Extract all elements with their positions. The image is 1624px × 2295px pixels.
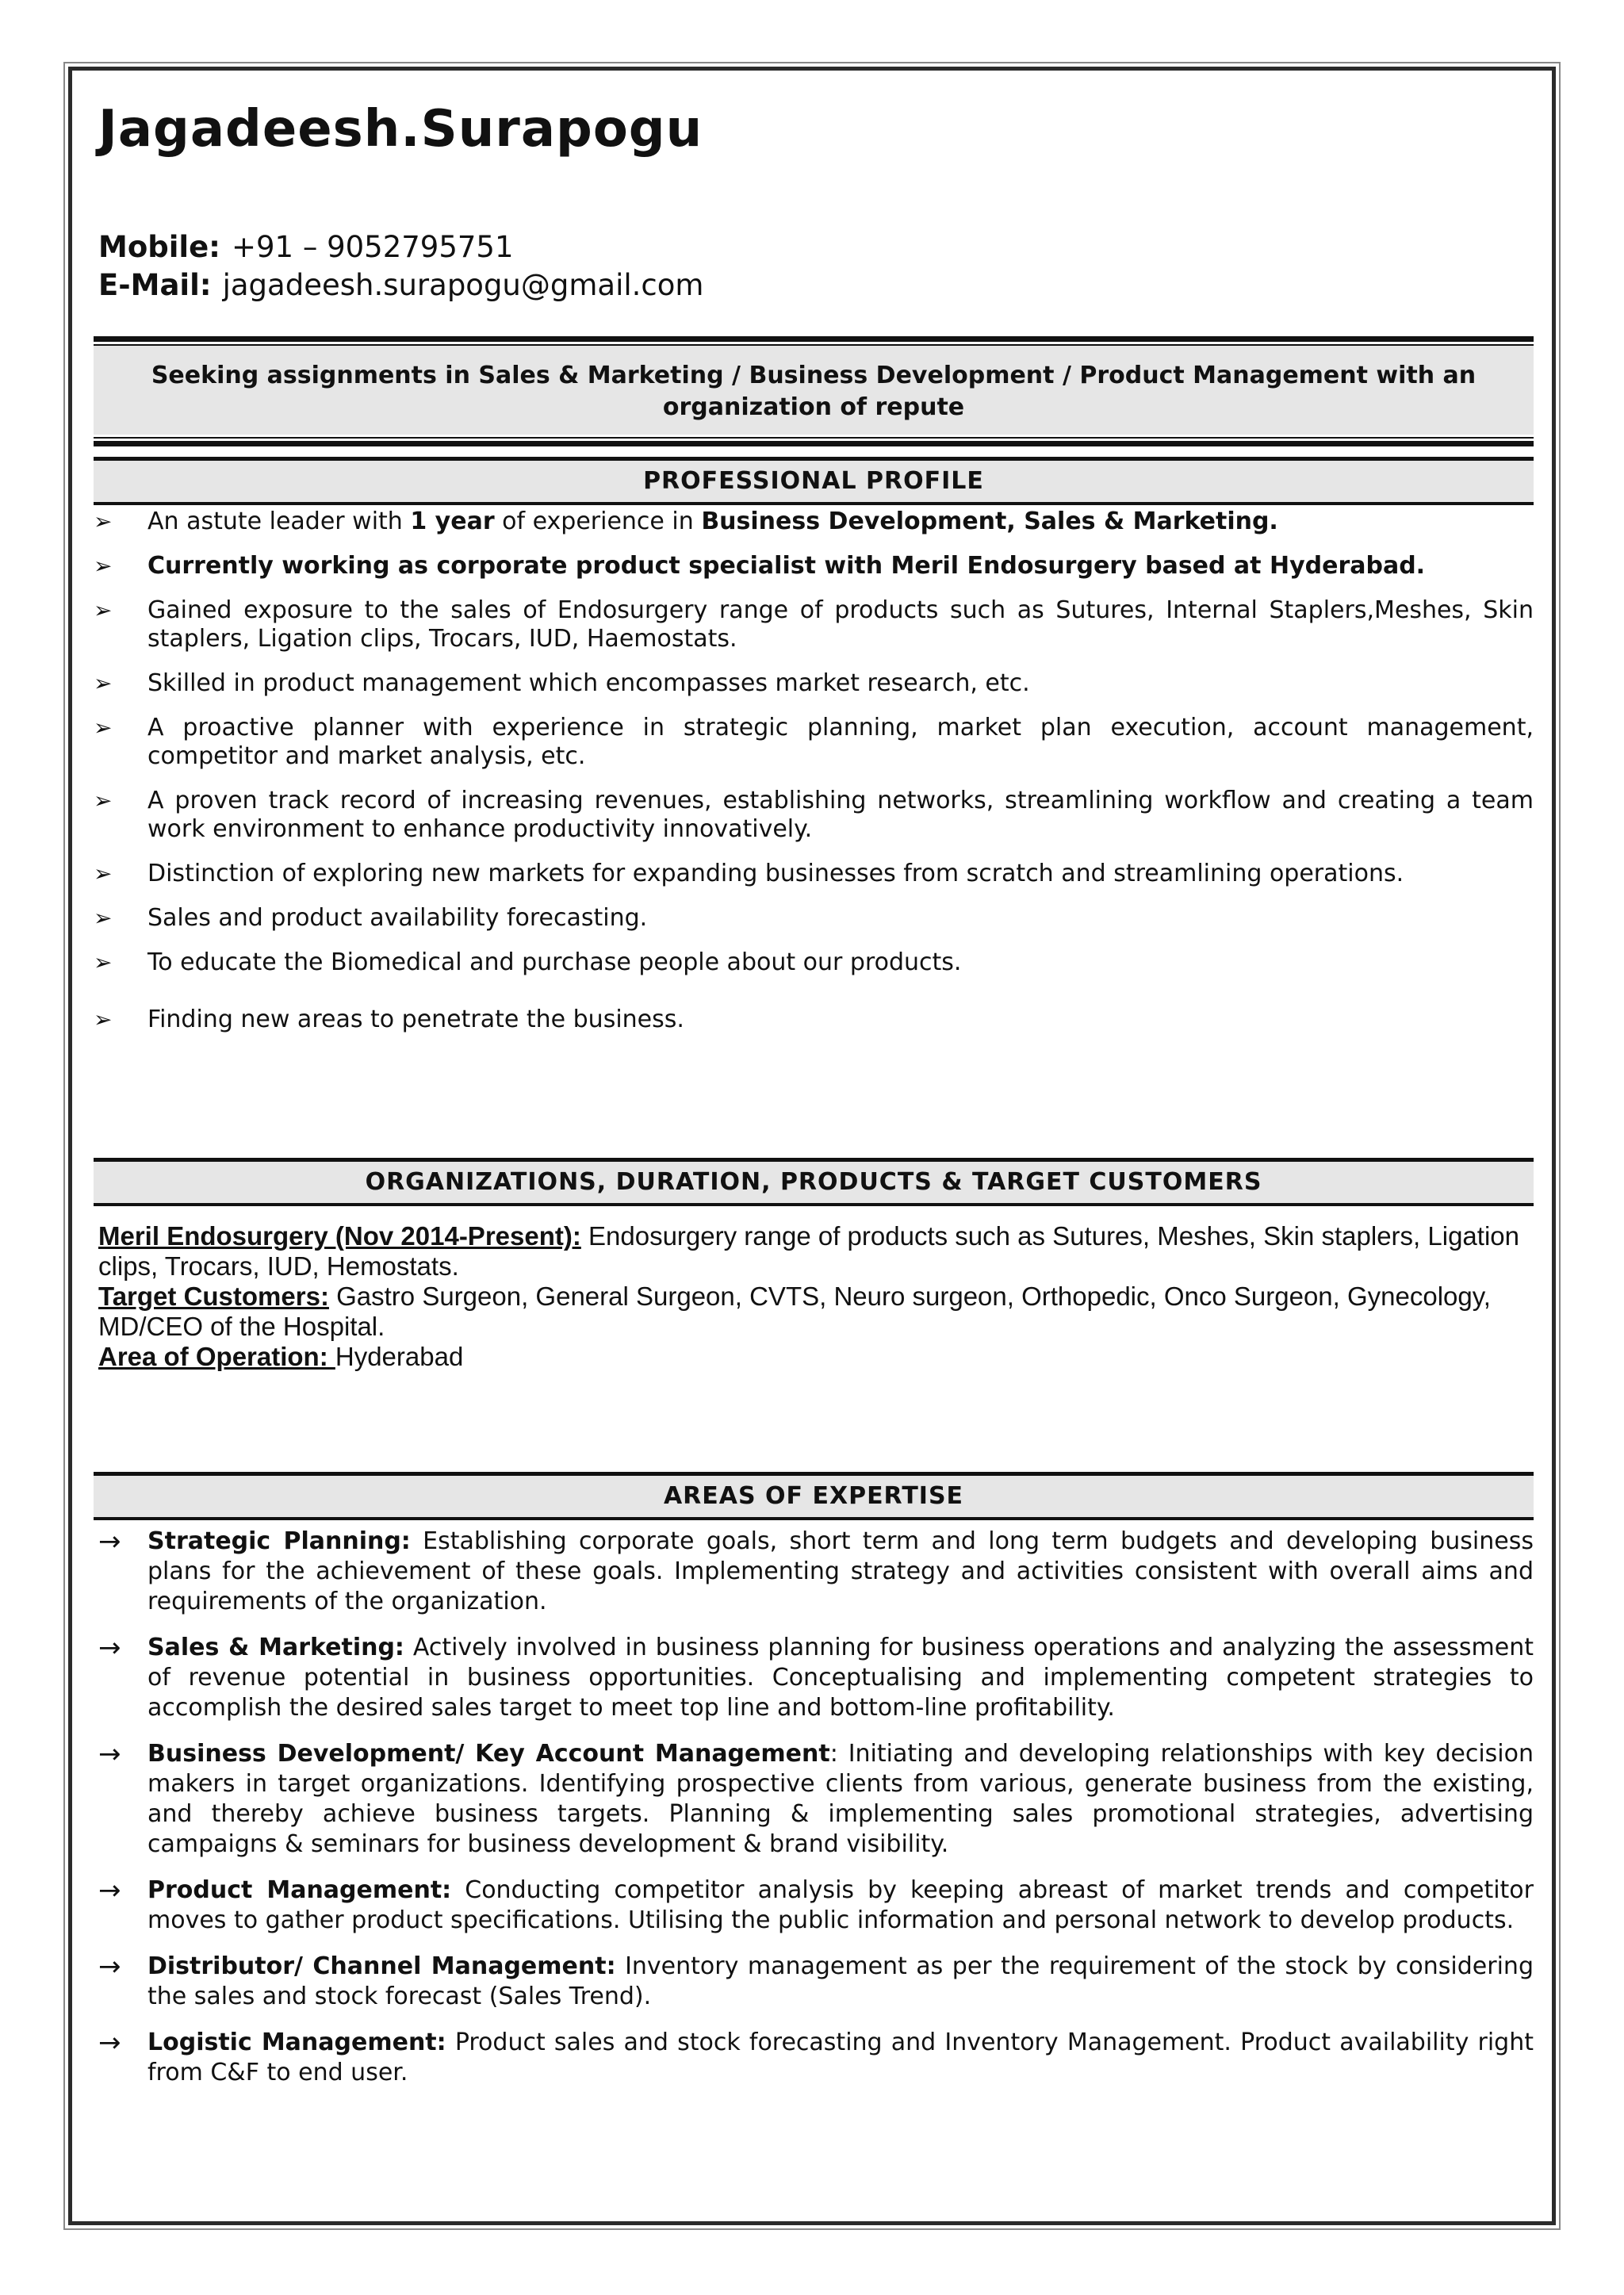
organizations-block xyxy=(98,1221,1526,1372)
divider xyxy=(94,441,1534,446)
email-line xyxy=(98,268,703,302)
list-item: → Product Management: Conducting competitor analysis by keeping abreast of market trends and competitor moves to gather product specifications. Utilising the public information and personal network to develop products. xyxy=(98,1875,1534,1934)
email-value: jagadeesh.surapogu@gmail.com xyxy=(222,268,704,302)
objective-text: Seeking assignments in Sales & Marketing / Business Development / Product Management with an organization of repute xyxy=(94,346,1534,435)
mobile-line xyxy=(98,230,514,264)
divider xyxy=(94,336,1534,342)
list-item: ➢ Gained exposure to the sales of Endosurgery range of products such as Sutures, Internal Staplers,Meshes, Skin staplers, Ligation clips, Trocars, IUD, Haemostats. xyxy=(94,596,1534,653)
list-item: ➢ A proven track record of increasing revenues, establishing networks, streamlining workflow and creating a team work environment to enhance productivity innovatively. xyxy=(94,787,1534,843)
target-customers xyxy=(98,1282,1526,1342)
target-text: Gastro Surgeon, General Surgeon, CVTS, Neuro surgeon, Orthopedic, Onco Surgeon, Gynecology, MD/CEO of the Hospital. xyxy=(98,1282,1491,1341)
arrow-bullet-icon: ➢ xyxy=(94,597,113,623)
arrow-bullet-icon: ➢ xyxy=(94,949,113,975)
profile-list xyxy=(94,508,1534,1050)
arrow-bullet-icon: ➢ xyxy=(94,670,113,696)
right-arrow-icon: → xyxy=(98,1738,121,1770)
arrow-bullet-icon: ➢ xyxy=(94,508,113,534)
arrow-bullet-icon: ➢ xyxy=(94,860,113,887)
right-arrow-icon: → xyxy=(98,1875,121,1906)
list-item: ➢ Distinction of exploring new markets for expanding businesses from scratch and streamlining operations. xyxy=(94,860,1404,887)
company-entry xyxy=(98,1221,1526,1282)
right-arrow-icon: → xyxy=(98,2027,121,2059)
divider xyxy=(94,437,1534,439)
section-heading-organizations: ORGANIZATIONS, DURATION, PRODUCTS & TARGET CUSTOMERS xyxy=(94,1158,1534,1206)
arrow-bullet-icon: ➢ xyxy=(94,787,113,814)
list-item: → Logistic Management: Product sales and stock forecasting and Inventory Management. Product availability right from C&F to end user. xyxy=(98,2027,1534,2086)
company-label: Meril Endosurgery (Nov 2014-Present): xyxy=(98,1221,581,1251)
arrow-bullet-icon: ➢ xyxy=(94,553,113,579)
arrow-bullet-icon: ➢ xyxy=(94,905,113,931)
list-item: ➢ Skilled in product management which encompasses market research, etc. xyxy=(94,669,1030,697)
list-item: → Strategic Planning: Establishing corporate goals, short term and long term budgets and developing business plans for the achievement of these goals. Implementing strategy and activities consistent with overall aims and requirements of the organization. xyxy=(98,1526,1534,1615)
list-item: → Sales & Marketing: Actively involved in business planning for business operations and analyzing the assessment of revenue potential in business opportunities. Conceptualising and implementing competent strategies to accomplish the desired sales target to meet top line and bottom-line profitability. xyxy=(98,1632,1534,1722)
email-label: E-Mail: xyxy=(98,268,212,302)
objective-box xyxy=(94,336,1534,446)
mobile-label: Mobile: xyxy=(98,230,220,264)
list-item: ➢ Finding new areas to penetrate the business. xyxy=(94,1006,684,1033)
mobile-value: +91 – 9052795751 xyxy=(231,230,514,264)
expertise-list xyxy=(94,1527,1534,2104)
area-label: Area of Operation: xyxy=(98,1342,335,1371)
list-item: → Business Development/ Key Account Management: Initiating and developing relationships with key decision makers in target organizations. Identifying prospective clients from various, generate business from the existing, and thereby achieve business targets. Planning & implementing sales promotional strategies, advertising campaigns & seminars for business development & brand visibility. xyxy=(98,1738,1534,1858)
list-item: ➢ Sales and product availability forecasting. xyxy=(94,904,648,932)
right-arrow-icon: → xyxy=(98,1951,121,1983)
right-arrow-icon: → xyxy=(98,1526,121,1557)
list-item: ➢ Currently working as corporate product specialist with Meril Endosurgery based at Hyderabad. xyxy=(94,552,1426,580)
list-item: ➢ A proactive planner with experience in strategic planning, market plan execution, account management, competitor and market analysis, etc. xyxy=(94,714,1534,770)
right-arrow-icon: → xyxy=(98,1632,121,1664)
list-item: ➢ An astute leader with 1 year of experience in Business Development, Sales & Marketing. xyxy=(94,508,1278,535)
target-label: Target Customers: xyxy=(98,1282,329,1311)
list-item: → Distributor/ Channel Management: Inventory management as per the requirement of the stock by considering the sales and stock forecast (Sales Trend). xyxy=(98,1951,1534,2010)
area-of-operation xyxy=(98,1342,1526,1372)
section-heading-profile: PROFESSIONAL PROFILE xyxy=(94,457,1534,505)
arrow-bullet-icon: ➢ xyxy=(94,1006,113,1033)
section-heading-expertise: AREAS OF EXPERTISE xyxy=(94,1472,1534,1520)
list-item: ➢ To educate the Biomedical and purchase people about our products. xyxy=(94,948,962,976)
candidate-name: Jagadeesh.Surapogu xyxy=(98,100,703,159)
area-text: Hyderabad xyxy=(335,1342,464,1371)
company-text: Endosurgery range of products such as Sutures, Meshes, Skin staplers, Ligation clips, Trocars, IUD, Hemostats. xyxy=(98,1221,1519,1281)
arrow-bullet-icon: ➢ xyxy=(94,715,113,741)
